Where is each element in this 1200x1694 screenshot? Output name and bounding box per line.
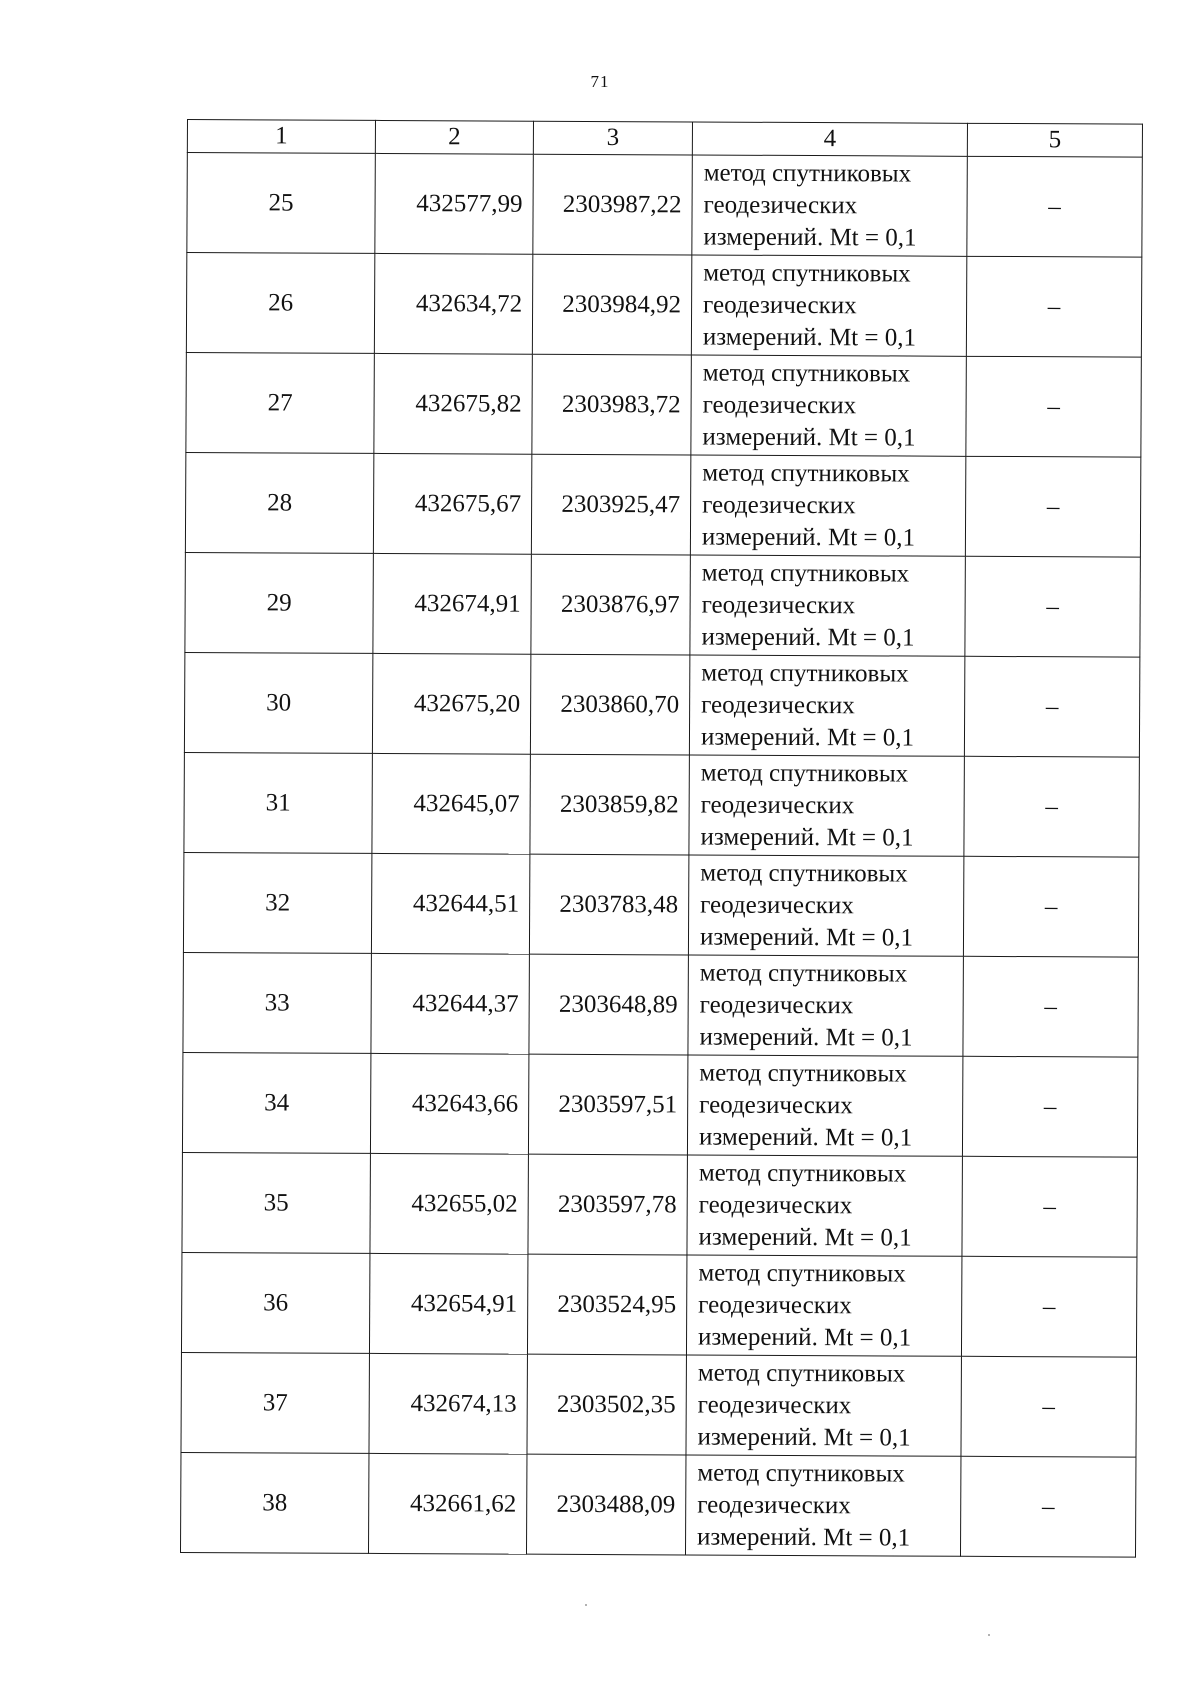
method-cell xyxy=(686,1255,961,1356)
coordinates-table-wrapper xyxy=(180,119,1142,1558)
method-line: метод спутниковых xyxy=(700,859,908,888)
column-header-5: 5 xyxy=(967,123,1142,157)
method-line: метод спутниковых xyxy=(701,559,910,588)
note-cell: – xyxy=(961,1356,1136,1457)
y-coordinate-cell: 2303597,51 xyxy=(528,1054,687,1155)
method-line: геодезических xyxy=(703,191,858,219)
point-number-cell: 33 xyxy=(183,952,371,1053)
method-line: метод спутниковых xyxy=(699,959,908,988)
table-row xyxy=(186,253,1141,358)
method-line: метод спутниковых xyxy=(698,1259,906,1288)
method-line: метод спутниковых xyxy=(700,759,909,788)
method-line: геодезических xyxy=(698,1291,852,1319)
table-row xyxy=(182,1152,1137,1257)
method-line: измерений. Mt = 0,1 xyxy=(698,1123,913,1152)
method-line: метод спутниковых xyxy=(703,259,911,288)
y-coordinate-cell: 2303859,82 xyxy=(530,754,689,855)
method-line: измерений. Mt = 0,1 xyxy=(699,1023,913,1052)
method-line: метод спутниковых xyxy=(702,359,911,388)
scan-speck xyxy=(988,1634,990,1636)
x-coordinate-cell: 432643,66 xyxy=(370,1053,528,1154)
y-coordinate-cell: 2303783,48 xyxy=(529,854,688,955)
note-cell: – xyxy=(962,1156,1137,1257)
point-number-cell: 36 xyxy=(181,1252,369,1353)
method-cell xyxy=(691,355,966,456)
method-cell xyxy=(690,555,965,656)
method-cell xyxy=(689,655,964,756)
x-coordinate-cell: 432644,51 xyxy=(371,853,529,954)
table-row xyxy=(185,552,1140,657)
point-number-cell: 38 xyxy=(180,1452,368,1553)
y-coordinate-cell: 2303524,95 xyxy=(527,1254,686,1355)
point-number-cell: 30 xyxy=(184,652,372,753)
method-cell xyxy=(691,255,966,356)
method-line: измерений. Mt = 0,1 xyxy=(703,223,917,252)
point-number-cell: 37 xyxy=(181,1352,369,1453)
x-coordinate-cell: 432634,72 xyxy=(374,253,532,354)
note-cell: – xyxy=(966,256,1141,357)
x-coordinate-cell: 432675,20 xyxy=(372,653,530,754)
method-line: метод спутниковых xyxy=(698,1159,907,1188)
table-row xyxy=(185,452,1140,557)
method-cell xyxy=(690,455,965,556)
y-coordinate-cell: 2303983,72 xyxy=(532,354,691,455)
page-number: 71 xyxy=(590,72,610,91)
column-header-4: 4 xyxy=(692,122,967,156)
table-row xyxy=(184,652,1139,757)
method-cell xyxy=(686,1355,961,1456)
x-coordinate-cell: 432675,82 xyxy=(374,353,532,454)
table-row xyxy=(186,352,1141,457)
table-row xyxy=(187,153,1142,258)
y-coordinate-cell: 2303648,89 xyxy=(529,954,688,1055)
table-row xyxy=(184,752,1139,857)
method-line: геодезических xyxy=(702,391,857,419)
note-cell: – xyxy=(967,156,1142,257)
method-line: геодезических xyxy=(701,591,856,619)
y-coordinate-cell: 2303987,22 xyxy=(533,154,692,255)
table-row xyxy=(180,1452,1135,1557)
header-row xyxy=(187,120,1142,158)
method-cell xyxy=(692,155,967,256)
coordinates-table xyxy=(180,119,1143,1558)
note-cell: – xyxy=(965,456,1140,557)
method-cell xyxy=(687,1155,962,1256)
note-cell: – xyxy=(963,856,1138,957)
method-line: измерений. Mt = 0,1 xyxy=(701,623,915,652)
column-header-2: 2 xyxy=(375,120,533,154)
x-coordinate-cell: 432645,07 xyxy=(372,753,530,854)
x-coordinate-cell: 432577,99 xyxy=(375,153,533,254)
point-number-cell: 34 xyxy=(182,1052,370,1153)
method-line: измерений. Mt = 0,1 xyxy=(698,1223,912,1252)
method-line: геодезических xyxy=(697,1491,851,1519)
method-line: геодезических xyxy=(703,291,857,319)
y-coordinate-cell: 2303597,78 xyxy=(528,1154,687,1255)
method-line: измерений. Mt = 0,1 xyxy=(702,323,917,352)
method-line: измерений. Mt = 0,1 xyxy=(697,1523,911,1552)
method-line: измерений. Mt = 0,1 xyxy=(701,523,916,552)
point-number-cell: 27 xyxy=(186,352,374,453)
method-line: метод спутниковых xyxy=(703,159,912,188)
x-coordinate-cell: 432674,13 xyxy=(369,1353,527,1454)
note-cell: – xyxy=(964,656,1139,757)
method-line: измерений. Mt = 0,1 xyxy=(700,723,915,752)
method-line: геодезических xyxy=(699,1091,853,1119)
y-coordinate-cell: 2303876,97 xyxy=(531,554,690,655)
point-number-cell: 35 xyxy=(182,1152,370,1253)
method-line: геодезических xyxy=(702,491,856,519)
method-line: измерений. Mt = 0,1 xyxy=(699,923,914,952)
note-cell: – xyxy=(960,1456,1135,1557)
x-coordinate-cell: 432655,02 xyxy=(370,1153,528,1254)
column-header-1: 1 xyxy=(187,120,375,154)
method-line: измерений. Mt = 0,1 xyxy=(697,1423,911,1452)
x-coordinate-cell: 432661,62 xyxy=(368,1453,526,1554)
note-cell: – xyxy=(963,956,1138,1057)
method-line: метод спутниковых xyxy=(697,1359,906,1388)
method-cell xyxy=(688,855,963,956)
point-number-cell: 32 xyxy=(183,852,371,953)
table-row xyxy=(182,1052,1137,1157)
note-cell: – xyxy=(964,756,1139,857)
table-body xyxy=(180,153,1142,1558)
y-coordinate-cell: 2303860,70 xyxy=(530,654,689,755)
method-line: измерений. Mt = 0,1 xyxy=(700,823,914,852)
method-line: метод спутниковых xyxy=(702,459,910,488)
table-row xyxy=(181,1252,1136,1357)
method-line: измерений. Mt = 0,1 xyxy=(702,423,916,452)
x-coordinate-cell: 432644,37 xyxy=(371,953,529,1054)
point-number-cell: 31 xyxy=(184,752,372,853)
note-cell: – xyxy=(965,556,1140,657)
x-coordinate-cell: 432654,91 xyxy=(369,1253,527,1354)
point-number-cell: 26 xyxy=(186,253,374,354)
scan-speck xyxy=(585,1604,587,1606)
method-line: метод спутниковых xyxy=(701,659,909,688)
note-cell: – xyxy=(962,1056,1137,1157)
point-number-cell: 25 xyxy=(187,153,375,254)
point-number-cell: 28 xyxy=(185,452,373,553)
x-coordinate-cell: 432675,67 xyxy=(373,453,531,554)
note-cell: – xyxy=(961,1256,1136,1357)
y-coordinate-cell: 2303502,35 xyxy=(527,1354,686,1455)
method-cell xyxy=(687,1055,962,1156)
table-header xyxy=(187,120,1142,158)
method-cell xyxy=(689,755,964,856)
y-coordinate-cell: 2303488,09 xyxy=(526,1454,685,1555)
method-line: геодезических xyxy=(700,791,855,819)
table-row xyxy=(181,1352,1136,1457)
method-line: геодезических xyxy=(698,1191,853,1219)
method-line: геодезических xyxy=(697,1391,852,1419)
point-number-cell: 29 xyxy=(185,552,373,653)
method-line: геодезических xyxy=(699,991,854,1019)
x-coordinate-cell: 432674,91 xyxy=(373,553,531,654)
y-coordinate-cell: 2303984,92 xyxy=(532,254,691,355)
method-line: метод спутниковых xyxy=(697,1459,905,1488)
table-row xyxy=(183,852,1138,957)
note-cell: – xyxy=(966,356,1141,457)
method-line: измерений. Mt = 0,1 xyxy=(697,1323,912,1352)
y-coordinate-cell: 2303925,47 xyxy=(531,454,690,555)
method-line: геодезических xyxy=(700,891,854,919)
method-line: метод спутниковых xyxy=(699,1059,907,1088)
method-line: геодезических xyxy=(701,691,855,719)
table-row xyxy=(183,952,1138,1057)
method-cell xyxy=(685,1455,960,1556)
column-header-3: 3 xyxy=(533,121,692,155)
method-cell xyxy=(688,955,963,1056)
